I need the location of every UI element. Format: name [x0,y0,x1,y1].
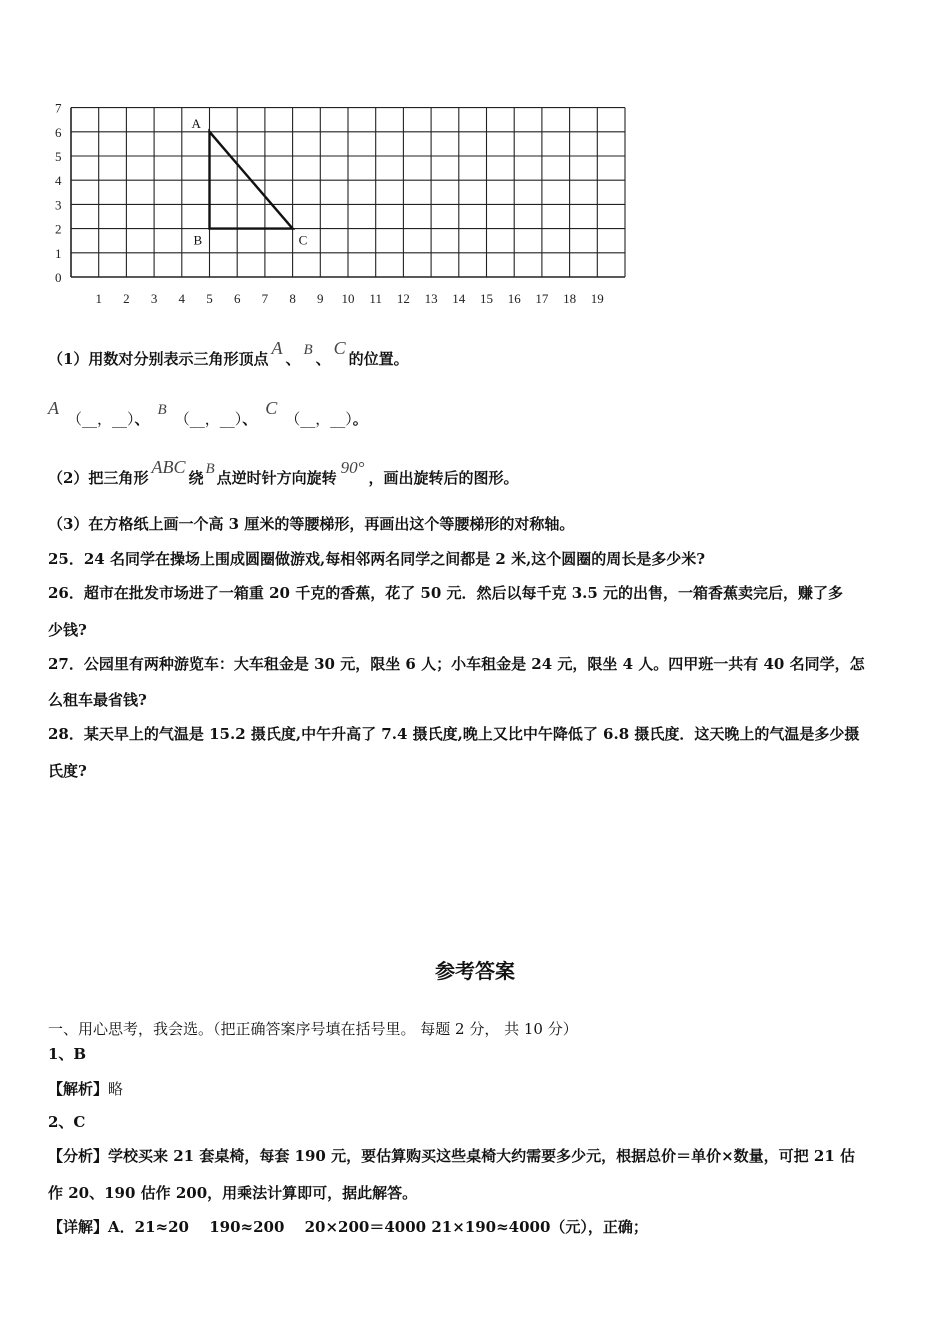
answer-c-blank: （__，__） [285,410,353,428]
y-tick-label: 5 [55,149,62,164]
analysis-text: 学校买来 21 套桌椅，每套 190 元，要估算购买这些桌椅大约需要多少元，根据总价＝单价×数量，可把 21 估 [108,1147,855,1165]
y-tick-label: 6 [55,124,62,140]
q1-suffix: 的位置。 [348,350,409,368]
question-27-line-2: 么租车最省钱? [48,691,147,709]
sep: 、 [285,350,301,368]
x-tick-label: 8 [289,291,296,306]
answers-title: 参考答案 [435,959,515,983]
x-tick-label: 1 [95,291,102,306]
answer-1: 1、B [48,1045,87,1063]
analysis-tag: 【解析】 [48,1080,109,1098]
y-tick-label: 3 [55,197,62,213]
vertex-b-label: B [303,342,313,358]
vertex-a-label: A [271,338,283,358]
detail-text: A．21≈20 190≈200 20×200＝4000 21×190≈4000（元），正确； [108,1218,648,1236]
x-tick-label: 13 [424,291,438,306]
x-tick-label: 12 [396,291,410,306]
triangle-vertex-label: A [191,115,201,131]
x-tick-label: 9 [317,291,324,306]
answers-section-heading: 一、用心思考，我会选。（把正确答案序号填在括号里。 每题 2 分， 共 10 分） [48,1020,578,1038]
coordinate-grid [48,100,628,315]
y-tick-label: 0 [55,270,62,285]
point-b-label: B [205,461,215,477]
q2-suffix: ，画出旋转后的图形。 [368,469,519,487]
x-tick-label: 18 [563,291,577,306]
triangle-vertex-label: C [298,232,308,248]
answer-1-analysis [48,1078,123,1099]
x-tick-label: 19 [590,291,604,306]
x-tick-label: 15 [480,291,493,306]
angle-90-label: 90° [340,458,365,477]
question-1 [48,338,409,369]
answer-b-label: B [157,402,167,418]
y-tick-label: 7 [55,100,62,116]
question-28-line-1: 28．某天早上的气温是 15.2 摄氏度,中午升高了 7.4 摄氏度,晚上又比中午降低了 6.8 摄氏度．这天晚上的气温是多少摄 [48,725,860,743]
y-tick-label: 2 [55,221,62,237]
sep: 、 [315,350,331,368]
analysis-tag: 【分析】 [48,1147,109,1165]
q2-mid: 点逆时针方向旋转 [216,469,337,487]
coordinate-grid-figure [48,100,628,315]
question-1-answer-line [48,398,368,429]
x-tick-label: 3 [150,291,158,306]
question-26-line-1: 26．超市在批发市场进了一箱重 20 千克的香蕉，花了 50 元．然后以每千克 3.5 元的出售，一箱香蕉卖完后，赚了多 [48,584,844,602]
question-25: 25．24 名同学在操场上围成圆圈做游戏,每相邻两名同学之间都是 2 米,这个圆圈的周长是多少米? [48,550,706,568]
x-tick-label: 4 [178,291,186,306]
question-3: （3）在方格纸上画一个高 3 厘米的等腰梯形，再画出这个等腰梯形的对称轴。 [48,515,575,533]
x-tick-label: 7 [261,291,269,306]
question-27-line-1: 27．公园里有两种游览车：大车租金是 30 元，限坐 6 人；小车租金是 24 元，限坐 4 人。四甲班一共有 40 名同学，怎 [48,655,865,673]
x-tick-label: 10 [341,291,355,306]
answer-a-blank: （__，__） [67,410,135,428]
detail-tag: 【详解】 [48,1218,109,1236]
x-tick-label: 5 [206,291,213,306]
answer-2-analysis-line-2: 作 20、190 估作 200，用乘法计算即可，据此解答。 [48,1184,418,1202]
answer-c-label: C [265,398,278,418]
answer-2-detail [48,1216,648,1237]
sep: 、 [134,410,150,428]
answer-2: 2、C [48,1113,86,1131]
x-tick-label: 14 [452,291,466,306]
question-26-line-2: 少钱? [48,621,87,639]
vertex-c-label: C [333,338,346,358]
analysis-text: 略 [108,1080,124,1098]
x-tick-label: 17 [535,291,549,306]
answer-a-label: A [48,398,59,418]
x-tick-label: 16 [507,291,521,306]
q1-prefix: （1）用数对分别表示三角形顶点 [48,350,269,368]
x-tick-label: 6 [233,291,241,306]
triangle-abc-label: ABC [151,457,186,477]
q2-prefix: （2）把三角形 [48,469,149,487]
question-28-line-2: 氏度? [48,762,87,780]
question-2 [48,457,519,488]
y-tick-label: 4 [55,173,62,189]
answer-2-analysis-line-1 [48,1145,855,1166]
x-tick-label: 2 [123,291,130,306]
triangle-vertex-label: B [193,232,203,248]
x-tick-label: 11 [369,291,382,306]
answer-b-blank: （__，__） [174,410,243,428]
y-tick-label: 1 [55,245,62,261]
sep: 、 [242,410,258,428]
q2-around: 绕 [188,469,204,487]
period: 。 [352,410,368,428]
